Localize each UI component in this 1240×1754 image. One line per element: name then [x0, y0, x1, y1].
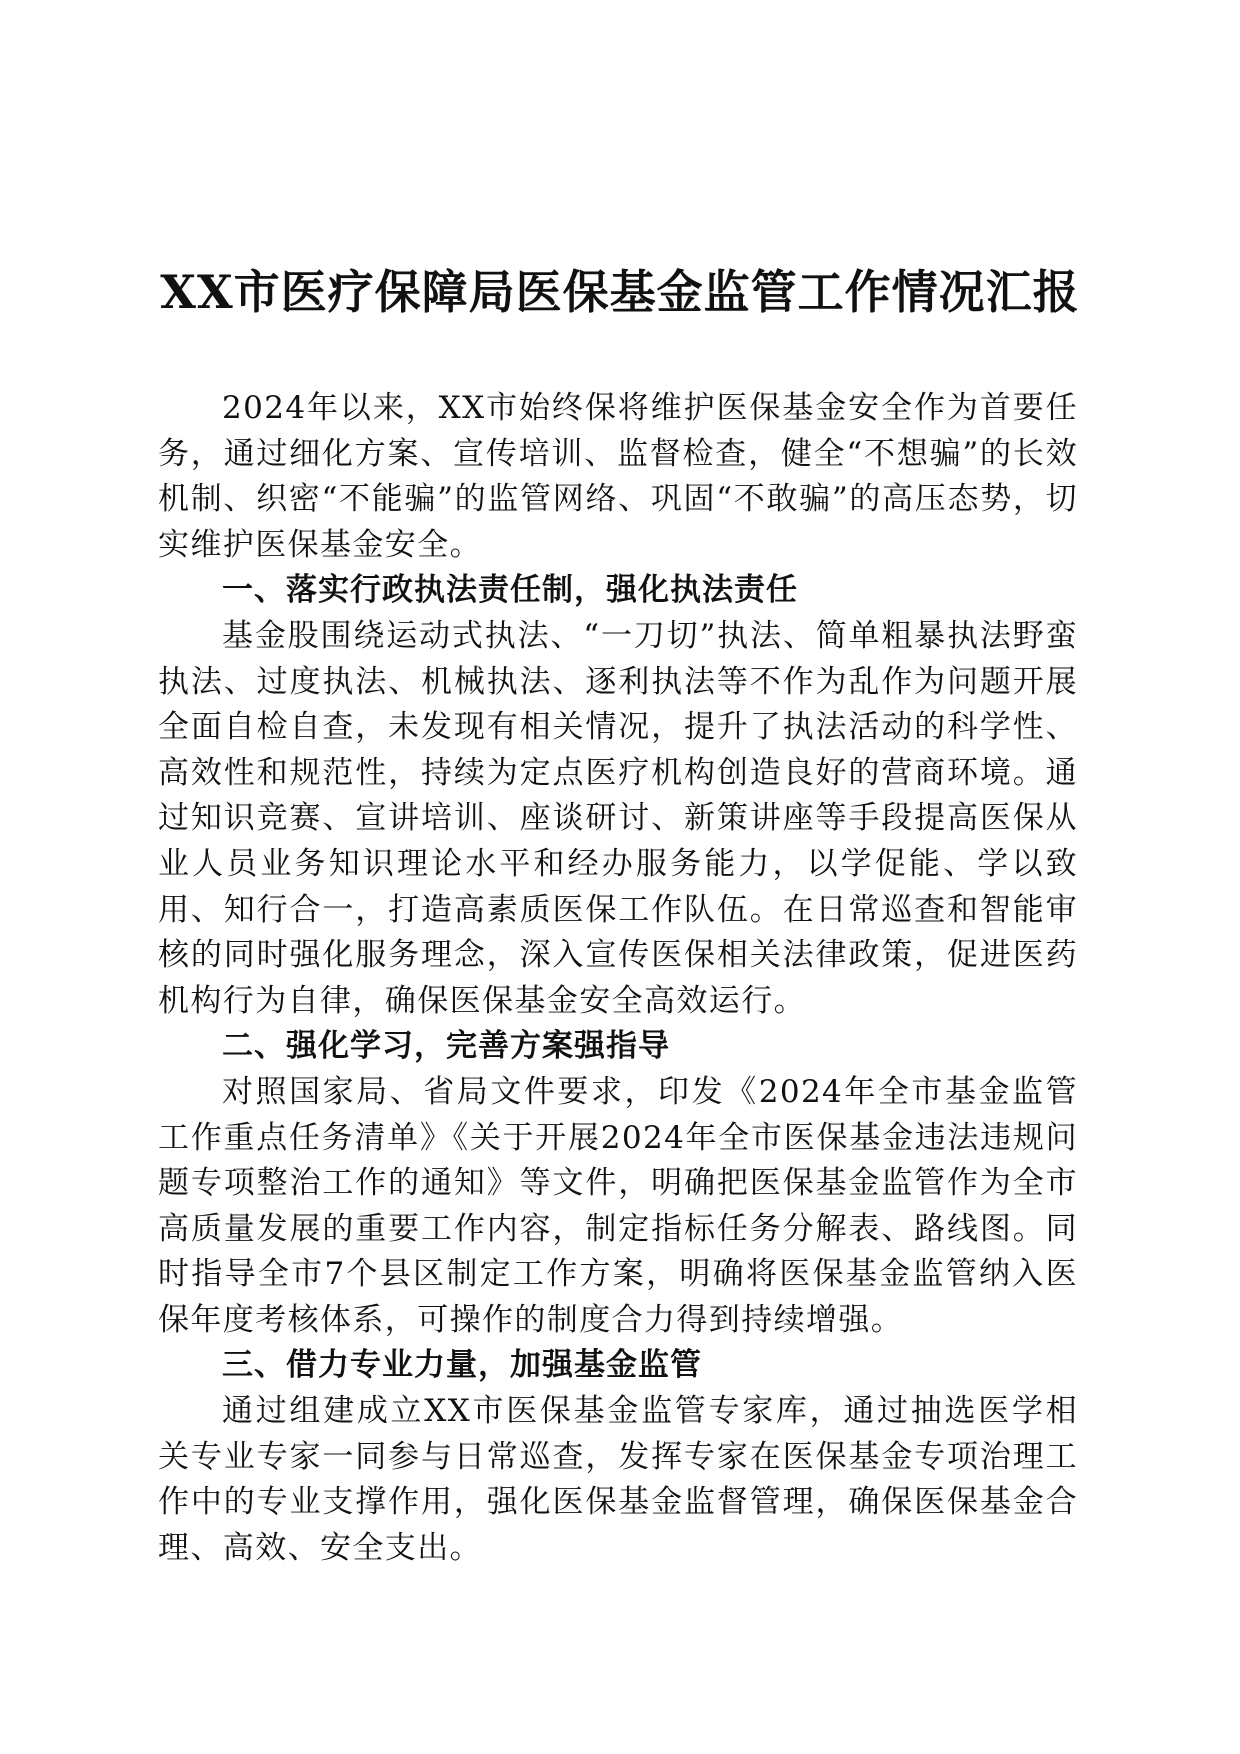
section-paragraph: 通过组建成立XX市医保基金监管专家库，通过抽选医学相关专业专家一同参与日常巡查，发挥专家在医保基金专项治理工作中的专业支撑作用，强化医保基金监督管理，确保医保基金合理、高效、安全支出。 [158, 1393, 1078, 1566]
section-3 [158, 1343, 1078, 1571]
section-2 [158, 1024, 1078, 1343]
section-paragraph: 基金股围绕运动式执法、“一刀切”执法、简单粗暴执法野蛮执法、过度执法、机械执法、逐利执法等不作为乱作为问题开展全面自检自查，未发现有相关情况，提升了执法活动的科学性、高效性和规范性，持续为定点医疗机构创造良好的营商环境。通过知识竞赛、宣讲培训、座谈研讨、新策讲座等手段提高医保从业人员业务知识理论水平和经办服务能力，以学促能、学以致用、知行合一，打造高素质医保工作队伍。在日常巡查和智能审核的同时强化服务理念，深入宣传医保相关法律政策，促进医药机构行为自律，确保医保基金安全高效运行。 [158, 617, 1078, 1019]
section-heading: 三、借力专业力量，加强基金监管 [222, 1347, 702, 1384]
section-heading: 二、强化学习，完善方案强指导 [222, 1028, 670, 1065]
section-heading: 一、落实行政执法责任制，强化执法责任 [222, 572, 798, 609]
document-title: XX市医疗保障局医保基金监管工作情况汇报 [160, 265, 1080, 319]
intro-paragraph: 2024年以来，XX市始终保将维护医保基金安全作为首要任务，通过细化方案、宣传培训、监督检查，健全“不想骗”的长效机制、织密“不能骗”的监管网络、巩固“不敢骗”的高压态势，切实维护医保基金安全。 [158, 390, 1078, 563]
section-paragraph: 对照国家局、省局文件要求，印发《2024年全市基金监管工作重点任务清单》《关于开展2024年全市医保基金违法违规问题专项整治工作的通知》等文件，明确把医保基金监管作为全市高质量发展的重要工作内容，制定指标任务分解表、路线图。同时指导全市7个县区制定工作方案，明确将医保基金监管纳入医保年度考核体系，可操作的制度合力得到持续增强。 [158, 1073, 1078, 1338]
document-body [158, 386, 1078, 1571]
section-1 [158, 568, 1078, 1024]
